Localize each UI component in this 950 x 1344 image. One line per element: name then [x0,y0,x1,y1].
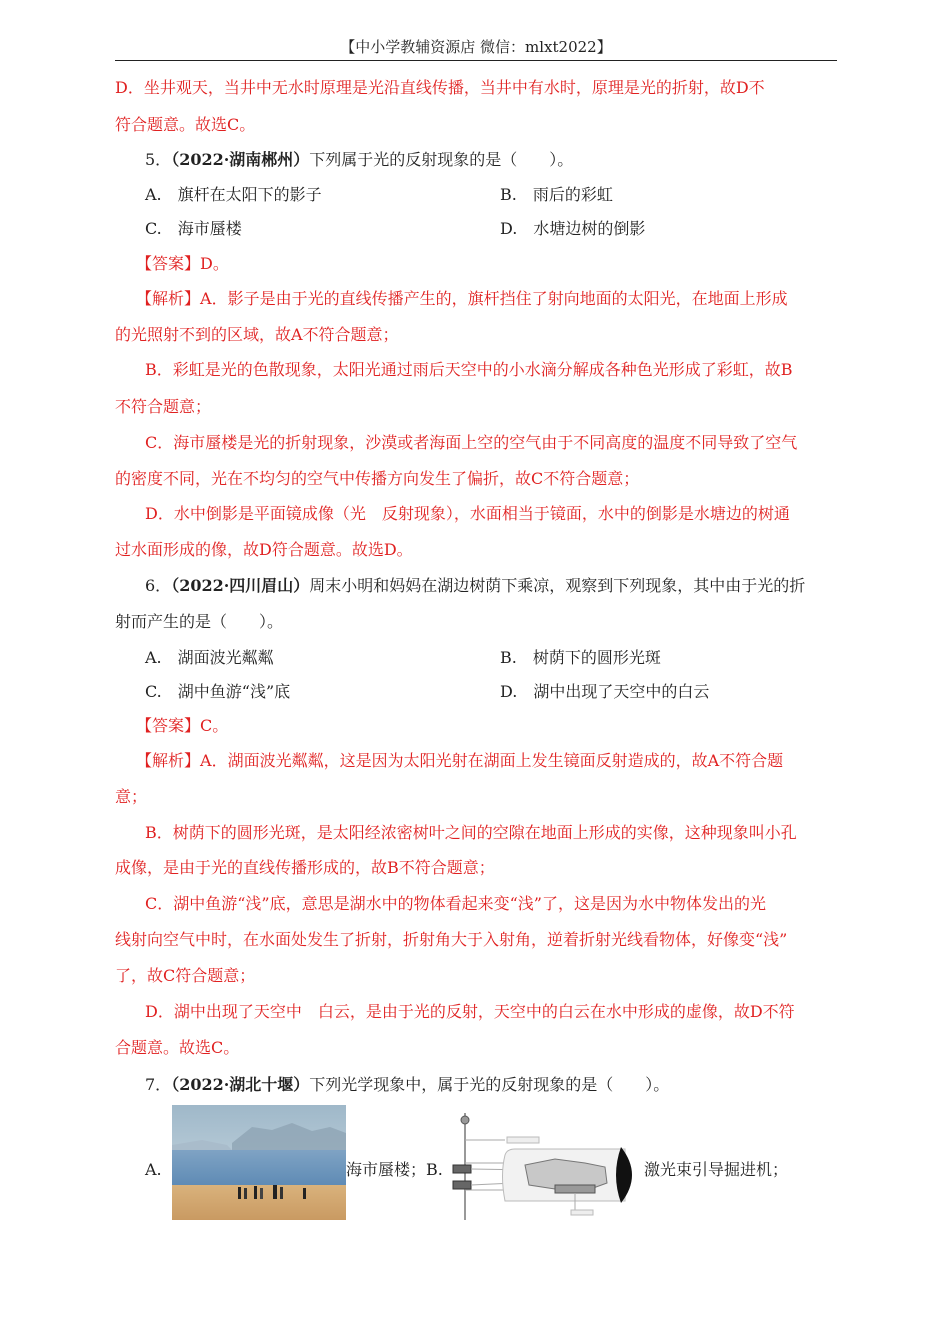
answer-line [115,716,837,736]
option-d: D. 水塘边树的倒影 [500,219,646,238]
question-source: （2022·湖北十堰） [171,1075,310,1094]
question-text: 射而产生的是（ ）。 [115,612,284,631]
answer-line [115,254,837,274]
option-a: A. 旗杆在太阳下的影子 [145,185,322,204]
option-b-text: 激光束引导掘进机； [644,1160,789,1179]
answer-tag: 【答案】 [136,254,201,273]
question-number: 6． [145,576,172,595]
analysis-text: A．湖面波光粼粼，这是因为太阳光射在湖面上发生镜面反射造成的，故A不符合题 [200,751,784,770]
question-number: 7． [145,1075,172,1094]
question-7-stem [115,1075,837,1095]
analysis-line [115,289,837,309]
text-line: B．树荫下的圆形光斑，是太阳经浓密树叶之间的空隙在地面上形成的实像，这种现象叫小孔 [145,823,797,842]
laser-machine-diagram [445,1105,645,1220]
text-line: 成像，是由于光的直线传播形成的，故B不符合题意； [115,858,495,877]
text-line: 过水面形成的像，故D符合题意。故选D。 [115,540,413,559]
option-b: B. 树荫下的圆形光斑 [500,648,661,667]
analysis-line [115,751,837,771]
question-6-stem [115,576,837,596]
text-line: 的光照射不到的区域，故A不符合题意； [115,325,399,344]
text-line: 符合题意。故选C。 [115,115,256,134]
analysis-text: A．影子是由于光的直线传播产生的，旗杆挡住了射向地面的太阳光，在地面上形成 [200,289,788,308]
text-line: C．湖中鱼游“浅”底，意思是湖水中的物体看起来变“浅”了，这是因为水中物体发出的光 [145,894,766,913]
option-c: C. 湖中鱼游“浅”底 [145,682,291,701]
question-source: （2022·湖南郴州） [171,150,310,169]
option-a-text: 海市蜃楼；B. [346,1160,443,1179]
analysis-tag: 【解析】 [136,289,201,308]
question-source: （2022·四川眉山） [171,576,310,595]
analysis-tag: 【解析】 [136,751,201,770]
page-header: 【中小学教辅资源店 微信：mlxt2022】 [115,34,837,61]
text-line: D．湖中出现了天空中 白云，是由于光的反射，天空中的白云在水中形成的虚像，故D不符 [145,1002,795,1021]
answer-value: C。 [200,716,229,735]
question-number: 5． [145,150,172,169]
text-line: 不符合题意； [115,397,212,416]
mirage-photo [172,1105,346,1220]
text-line: C．海市蜃楼是光的折射现象，沙漠或者海面上空的空气由于不同高度的温度不同导致了空气 [145,433,798,452]
answer-value: D。 [200,254,229,273]
option-a-label: A. [145,1160,162,1179]
text-line: B．彩虹是光的色散现象，太阳光通过雨后天空中的小水滴分解成各种色光形成了彩虹，故B [145,360,793,379]
answer-tag: 【答案】 [136,716,201,735]
question-text: 下列光学现象中，属于光的反射现象的是（ ）。 [309,1075,670,1094]
question-text: 下列属于光的反射现象的是（ ）。 [309,150,574,169]
text-line: 线射向空气中时，在水面处发生了折射，折射角大于入射角，逆着折射光线看物体，好像变“浅” [115,930,788,949]
text-line: 意； [115,787,148,806]
option-a: A. 湖面波光粼粼 [145,648,274,667]
question-text: 周末小明和妈妈在湖边树荫下乘凉，观察到下列现象，其中由于光的折 [309,576,806,595]
text-line: 了，故C符合题意； [115,966,256,985]
text-line: 合题意。故选C。 [115,1038,240,1057]
mirage-photo-graphic [172,1105,346,1220]
laser-machine-graphic [445,1105,645,1220]
option-d: D. 湖中出现了天空中的白云 [500,682,710,701]
text-line: D．水中倒影是平面镜成像（光 反射现象），水面相当于镜面，水中的倒影是水塘边的树通 [145,504,790,523]
option-c: C. 海市蜃楼 [145,219,242,238]
option-b: B. 雨后的彩虹 [500,185,613,204]
question-5-stem [115,150,837,170]
text-line: 的密度不同，光在不均匀的空气中传播方向发生了偏折，故C不符合题意； [115,469,640,488]
text-line: D．坐井观天，当井中无水时原理是光沿直线传播，当井中有水时，原理是光的折射，故D不 [115,78,765,97]
